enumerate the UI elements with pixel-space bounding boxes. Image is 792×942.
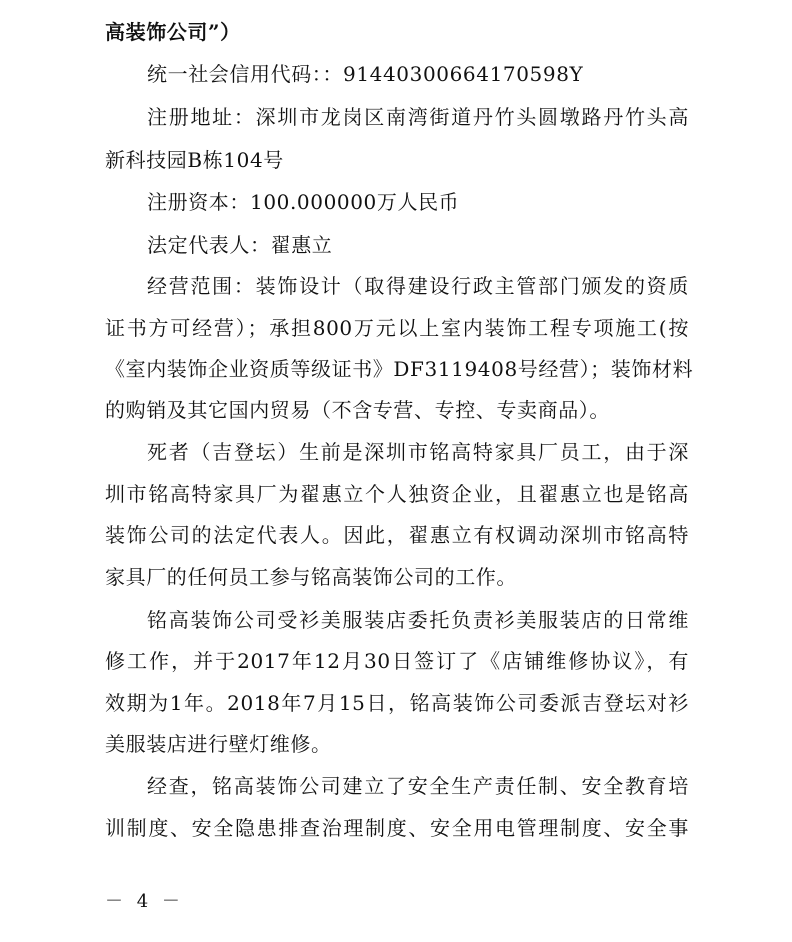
paragraph-line: 圳市铭高特家具厂为翟惠立个人独资企业，且翟惠立也是铭高 bbox=[105, 482, 689, 506]
paragraph-line: 效期为1年。2018年7月15日，铭高装饰公司委派吉登坛对衫 bbox=[105, 691, 689, 715]
registered-capital-line: 注册资本：100.000000万人民币 bbox=[147, 190, 460, 214]
paragraph-line: 家具厂的任何员工参与铭高装饰公司的工作。 bbox=[105, 565, 517, 589]
business-scope-line: 的购销及其它国内贸易（不含专营、专控、专卖商品）。 bbox=[105, 398, 610, 422]
registered-address-line: 注册地址：深圳市龙岗区南湾街道丹竹头圆墩路丹竹头高 bbox=[147, 105, 689, 129]
credit-code-line: 统一社会信用代码：：91440300664170598Y bbox=[147, 62, 584, 86]
paragraph-line: 经查，铭高装饰公司建立了安全生产责任制、安全教育培 bbox=[147, 774, 689, 798]
page-number: － 4 － bbox=[105, 891, 184, 912]
paragraph-line: 死者（吉登坛）生前是深圳市铭高特家具厂员工，由于深 bbox=[147, 440, 689, 464]
registered-address-continuation: 新科技园B栋104号 bbox=[105, 148, 284, 172]
legal-representative-line: 法定代表人：翟惠立 bbox=[147, 233, 333, 257]
paragraph-line: 训制度、安全隐患排查治理制度、安全用电管理制度、安全事 bbox=[105, 816, 689, 840]
business-scope-line: 证书方可经营）；承担800万元以上室内装饰工程专项施工(按 bbox=[105, 316, 689, 340]
paragraph-line: 修工作，并于2017年12月30日签订了《店铺维修协议》，有 bbox=[105, 649, 689, 673]
company-name-continuation: 高装饰公司”） bbox=[105, 20, 241, 44]
paragraph-line: 铭高装饰公司受衫美服装店委托负责衫美服装店的日常维 bbox=[147, 608, 689, 632]
paragraph-line: 美服装店进行壁灯维修。 bbox=[105, 732, 332, 756]
paragraph-line: 装饰公司的法定代表人。因此，翟惠立有权调动深圳市铭高特 bbox=[105, 523, 689, 547]
business-scope-line: 经营范围：装饰设计（取得建设行政主管部门颁发的资质 bbox=[147, 274, 689, 298]
business-scope-line: 《室内装饰企业资质等级证书》DF3119408号经营）；装饰材料 bbox=[105, 357, 694, 381]
